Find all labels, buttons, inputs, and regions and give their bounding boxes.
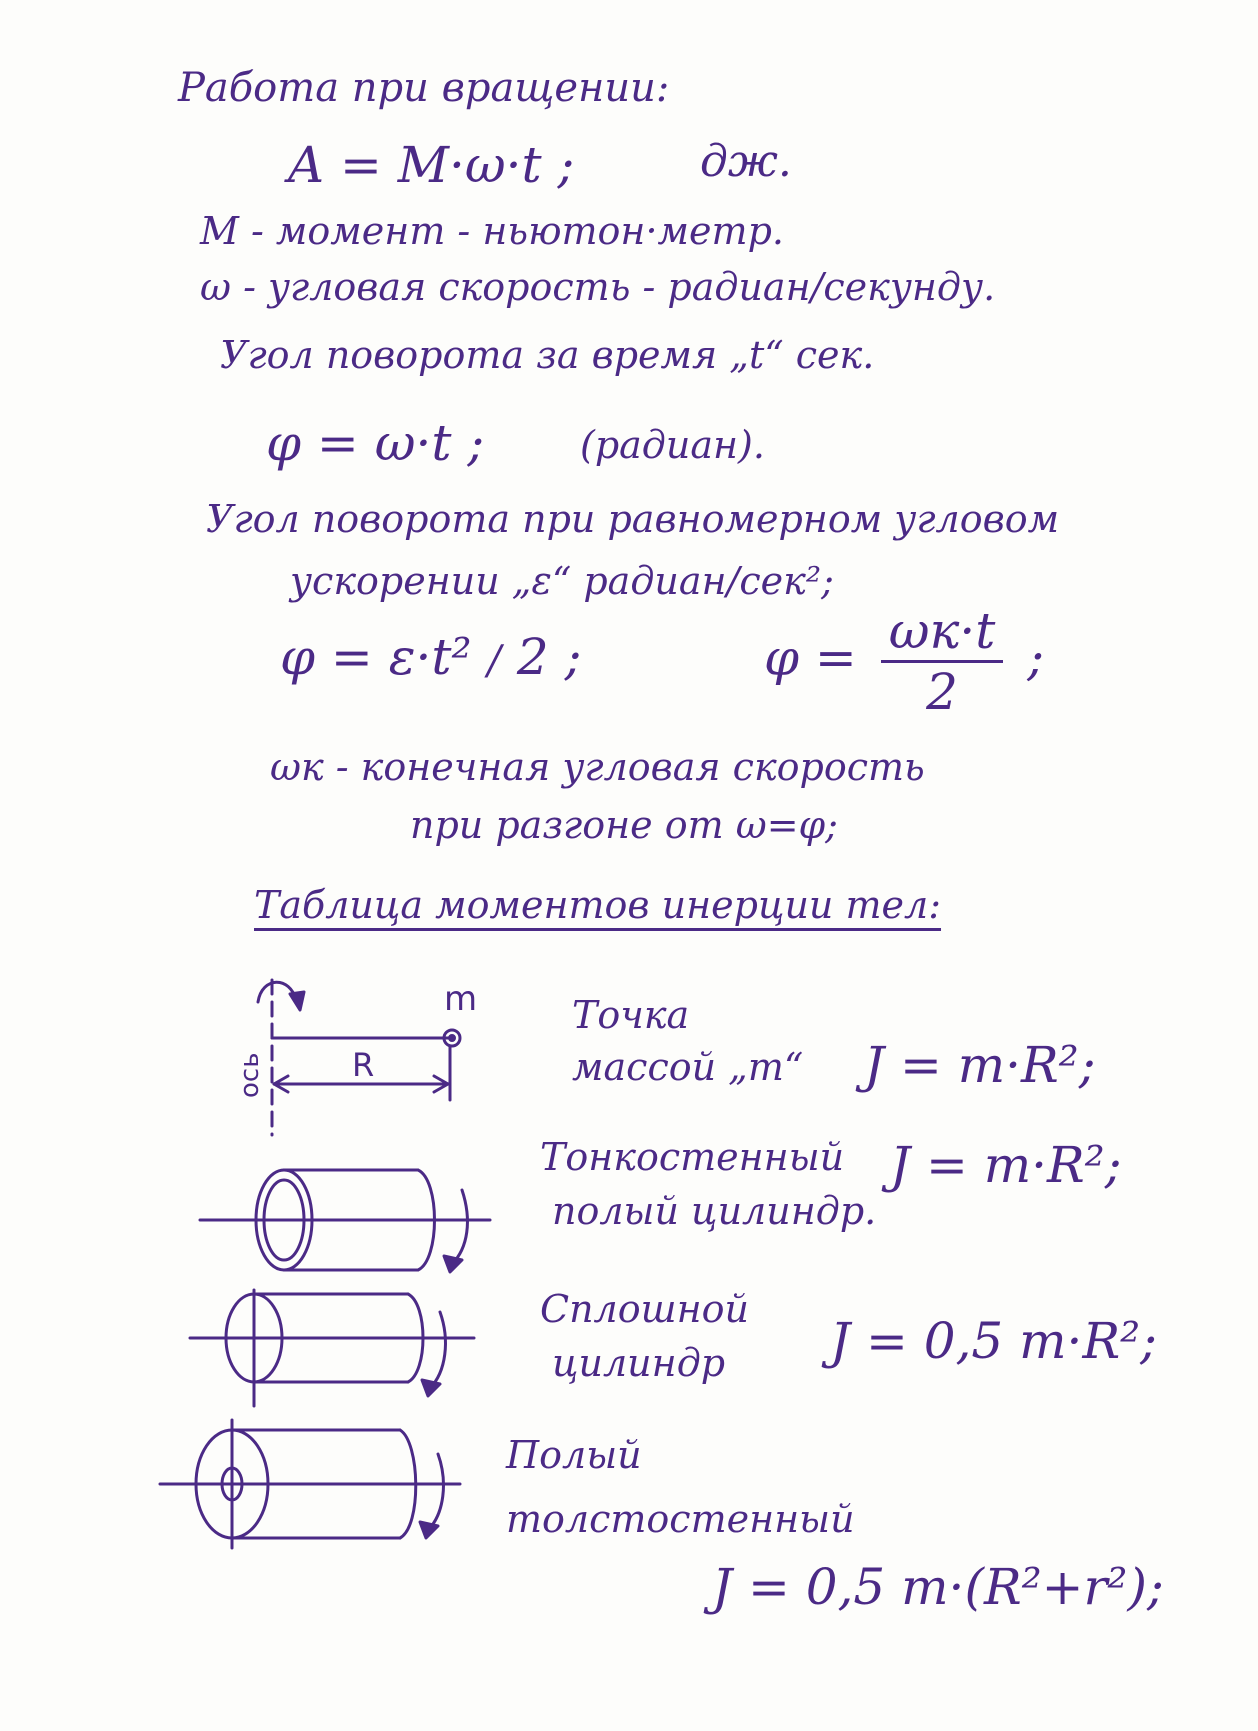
solid-cylinder-formula: J = 0,5 m·R²; (830, 1312, 1157, 1370)
point-mass-name-1: Точка (572, 993, 690, 1037)
accel-formula-1-den: 2 (516, 628, 549, 686)
solid-cylinder-name-2: цилиндр (552, 1341, 726, 1385)
accel-formula-2-lhs: φ = (764, 628, 857, 687)
omega-k-line-1: ωк - конечная угловая скорость (270, 745, 925, 789)
accel-formula-1-lhs: φ = ε·t² (280, 628, 472, 686)
work-formula: A = M·ω·t ; (288, 136, 575, 194)
point-mass-formula: J = m·R²; (864, 1036, 1096, 1094)
accel-formula-2-num: ωк·t (881, 606, 1004, 663)
angle-formula: φ = ω·t ; (266, 414, 485, 472)
accel-formula-2-semi: ; (1027, 628, 1045, 687)
point-mass-figure (230, 979, 478, 1140)
solid-cylinder-figure (190, 1290, 490, 1410)
point-mass-label-m: m (444, 979, 478, 1019)
def-angular-velocity: ω - угловая скорость - радиан/секунду. (200, 265, 996, 309)
omega-k-line-2: при разгоне от ω=φ; (410, 803, 838, 847)
thin-cylinder-formula: J = m·R²; (890, 1136, 1122, 1194)
thin-cylinder-name-2: полый цилиндр. (552, 1189, 877, 1233)
thick-cylinder-name-1: Полый (506, 1433, 642, 1477)
point-mass-name-2: массой „m“ (572, 1045, 804, 1089)
thick-cylinder-name-2: толстостенный (506, 1497, 855, 1541)
thick-cylinder-formula: J = 0,5 m·(R²+r²); (712, 1558, 1164, 1616)
accel-line-1: Угол поворота при равномерном угловом (206, 497, 1060, 541)
work-unit: дж. (700, 136, 792, 187)
table-title: Таблица моментов инерции тел: (254, 883, 942, 927)
axis-label: ось (235, 1052, 265, 1098)
thin-cylinder-figure (200, 1160, 500, 1290)
solid-cylinder-name-1: Сплошной (540, 1287, 749, 1331)
accel-formula-1-semi: ; (564, 628, 582, 686)
accel-formula-2-den: 2 (926, 663, 958, 721)
thin-cylinder-name-1: Тонкостенный (540, 1135, 845, 1179)
def-moment: M - момент - ньютон·метр. (200, 209, 784, 253)
point-mass-label-R: R (352, 1046, 375, 1084)
thick-cylinder-figure (160, 1420, 480, 1550)
accel-formula-1: φ = ε·t² / 2 ; (280, 628, 582, 686)
accel-formula-2 (764, 602, 1045, 721)
page-title: Работа при вращении: (178, 65, 670, 111)
accel-line-2: ускорении „ε“ радиан/сек²; (290, 559, 834, 603)
angle-heading: Угол поворота за время „t“ сек. (220, 333, 875, 377)
angle-unit: (радиан). (580, 423, 765, 467)
